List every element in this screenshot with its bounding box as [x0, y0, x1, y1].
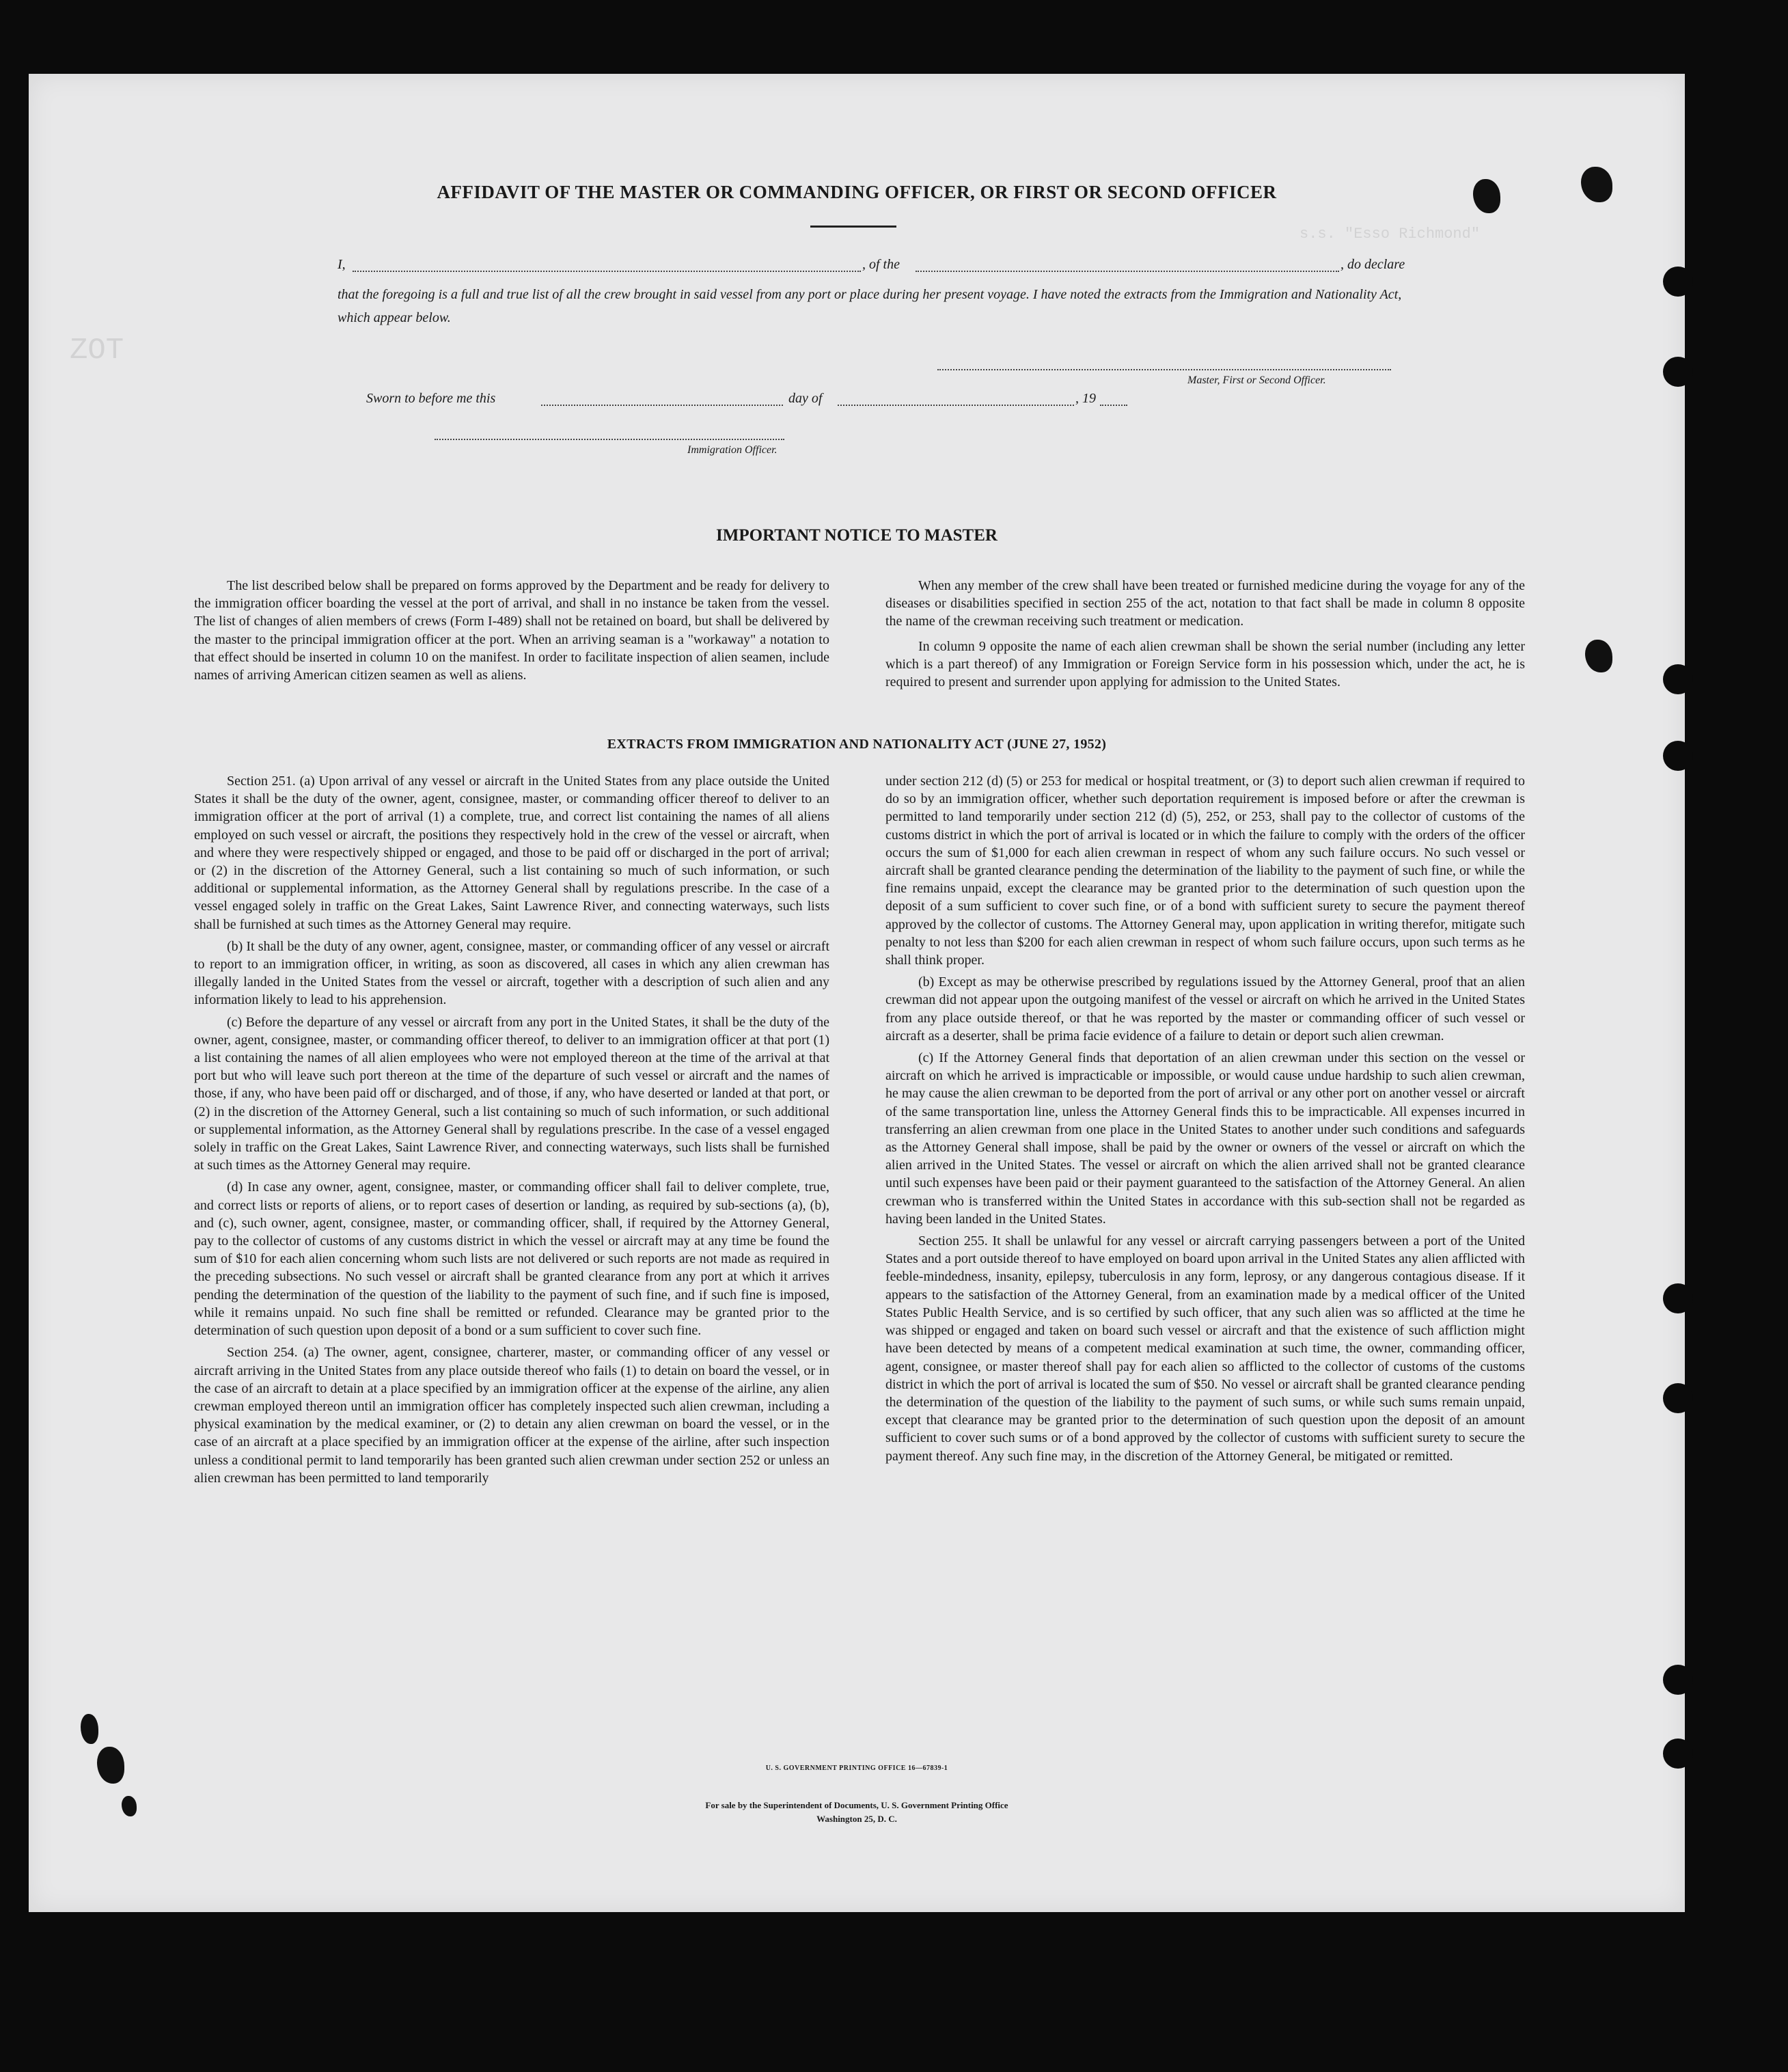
punch-hole [1663, 1383, 1693, 1413]
declare-of-label: , of the [862, 257, 900, 272]
punch-hole [1663, 664, 1693, 694]
sworn-line [366, 391, 1186, 411]
sworn-day-blank[interactable] [541, 405, 783, 406]
extracts-right-column [885, 772, 1525, 1469]
notice-paragraph: The list described below shall be prepared on forms approved by the Department and be ready for delivery to the immigration officer boarding the vessel at the port of arrival, and shall in no instance be taken from the vessel. The list of changes of alien members of crews (Form I-489) shall not be retained on board, but shall be delivered by the master to the principal immigration officer at the port. When an arriving seaman is a "workaway" a notation to that effect should be inserted in column 10 on the manifest. In order to facilitate inspection of alien seamen, include names of arriving American citizen seamen as well as aliens. [194, 578, 829, 683]
punch-hole [1663, 357, 1693, 387]
notice-left-column [194, 577, 829, 688]
punch-hole [1663, 1665, 1693, 1695]
act-section-paragraph: Section 251. (a) Upon arrival of any vessel or aircraft in the United States from any place outside the United States it shall be the duty of the owner, agent, consignee, master, or commanding officer thereof to deliver to an immigration officer at the port of arrival (1) a complete, true, and correct list containing the names of all aliens employed on such vessel or aircraft, the positions they respectively hold in the crew of the vessel or aircraft, when and where they were respectively shipped or engaged, and those to be paid off or discharged in the port of arrival; or (2) in the discretion of the Attorney General, such a list containing so much of such information, or such additional or supplemental information, as the Attorney General shall by regulations prescribe. In the case of a vessel engaged solely in traffic on the Great Lakes, Saint Lawrence River, and connecting waterways, such lists shall be furnished at such times as the Attorney General may require. [194, 774, 829, 932]
sale-notice-line: For sale by the Superintendent of Documents, U. S. Government Printing Office [705, 1800, 1008, 1810]
ink-blot [81, 1714, 98, 1744]
act-section-paragraph: (b) Except as may be otherwise prescribed by regulations issued by the Attorney General, proof that an alien crewman did not appear upon the outgoing manifest of the vessel or aircraft on which he arrived in the United States from any place outside thereof, or that he was reported by the master or commanding officer of such vessel or aircraft as a deserter, shall be prima facie evidence of a failure to detain or deport such alien crewman. [885, 974, 1525, 1044]
act-section-paragraph: (c) If the Attorney General finds that deportation of an alien crewman under this section on the vessel or aircraft on which he arrived is impracticable or impossible, or would cause undue hardship to such alien crewman, he may cause the alien crewman to be deported from the port of arrival or any other port on another vessel or aircraft of the same transportation line, unless the Attorney General finds this to be impracticable. All expenses incurred in transferring an alien crewman from one place in the United States to another under such conditions and safeguards as the Attorney General shall impose, shall be paid by the owner or owners of the vessel or aircraft on which the alien arrived in the United States. The vessel or aircraft on which the alien arrived shall not be granted clearance until such expenses have been paid or their payment guaranteed to the satisfaction of the Attorney General. An alien crewman who is transferred within the United States in accordance with this sub-section shall not be regarded as having been landed in the United States. [885, 1050, 1525, 1227]
punch-hole [1663, 1283, 1693, 1313]
immigration-officer-caption: Immigration Officer. [687, 444, 778, 456]
vessel-blank[interactable] [916, 271, 1339, 272]
act-section-paragraph: Section 254. (a) The owner, agent, consignee, charterer, master, or commanding officer of any vessel or aircraft arriving in the United States from any place outside thereof who fails (1) to detain on board the vessel, or in the case of an aircraft to detain at a place specified by an immigration officer at the expense of the airline, any alien crewman employed thereon until an immigration officer has completely inspected such alien crewman, including a physical examination by the medical examiner, or (2) to detain any alien crewman on board the vessel, or in the case of an aircraft at a place specified by an immigration officer at the expense of the airline, after such inspection unless a conditional permit to land temporarily has been granted such alien crewman under section 252 or unless an alien crewman has been permitted to land temporarily [194, 1345, 829, 1486]
notice-paragraph: When any member of the crew shall have been treated or furnished medicine during the voyage for any of the diseases or disabilities specified in section 255 of the act, notation to that fact shall be made in column 8 opposite the name of the crewman receiving such treatment or medication. [885, 578, 1525, 629]
affidavit-title: AFFIDAVIT OF THE MASTER OR COMMANDING OFFICER, OR FIRST OR SECOND OFFICER [437, 182, 1277, 202]
act-section-paragraph: (b) It shall be the duty of any owner, agent, consignee, master, or commanding officer of any vessel or aircraft to report to an immigration officer, in writing, as soon as discovered, all cases in which any alien crewman has illegally landed in the United States from the vessel or aircraft, together with a description of such alien and any information likely to lead to his apprehension. [194, 938, 829, 1008]
punch-hole [1663, 267, 1693, 297]
sale-notice [29, 1799, 1685, 1826]
sale-notice-line: Washington 25, D. C. [816, 1814, 897, 1824]
immigration-officer-signature-line[interactable] [435, 439, 784, 440]
declaration-text: that the foregoing is a full and true list of all the crew brought in said vessel from any port or place during her present voyage. I have noted the extracts from the Immigration and Nationality Act, which appear below. [338, 287, 1402, 325]
sworn-month-blank[interactable] [838, 405, 1074, 406]
act-section-paragraph: Section 255. It shall be unlawful for any vessel or aircraft carrying passengers between a port of the United States and a port outside thereof to have employed on board upon arrival in the United States any alien afflicted with feeble-mindedness, insanity, epilepsy, tuberculosis in any form, leprosy, or any dangerous contagious disease. If it appears to the satisfaction of the Attorney General, from an examination made by a medical officer of the United States Public Health Service, and is so certified by such officer, that any such alien was so afflicted at the time he was shipped or engaged and taken on board such vessel or aircraft and that the existence of such affliction might have been detected by means of a competent medical examination at such time, the owner, commanding officer, agent, consignee, or master thereof shall pay for each alien so afflicted to the collector of customs of the customs district in which the port of arrival is located the sum of $50. No vessel or aircraft shall be granted clearance pending the determination of the question of the liability to the payment of such sums, or while such sums remain unpaid, except that clearance may be granted prior to the determination of such question upon the deposit of an amount sufficient to cover such sums or of a bond approved by the collector of customs with sufficient surety to secure the payment thereof. Any such fine may, in the discretion of the Attorney General, be mitigated or remitted. [885, 1233, 1525, 1464]
document-page [29, 74, 1685, 1912]
act-section-paragraph: (d) In case any owner, agent, consignee, master, or commanding officer shall fail to deliver complete, true, and correct lists or reports of aliens, or to report cases of desertion or landing, as required by sub-sections (a), (b), and (c), such owner, agent, consignee, master, or commanding officer, shall, if required by the Attorney General, pay to the collector of customs of any customs district in which the vessel or aircraft may at any time be found the sum of $10 for each alien concerning whom such lists are not delivered or such reports are not made as required in the preceding subsections. No such vessel or aircraft shall be granted clearance from any port at which it arrives pending the determination of the question of the liability to the payment of such fine, and if such fine is imposed, while it remains unpaid. No such fine shall be remitted or refunded. Clearance may be granted prior to the determination of such question upon deposit of a bond or a sum sufficient to cover such fine. [194, 1180, 829, 1339]
extracts-heading: EXTRACTS FROM IMMIGRATION AND NATIONALITY ACT (JUNE 27, 1952) [607, 737, 1107, 752]
ink-blot [1585, 640, 1612, 672]
declaration-line [338, 257, 1424, 277]
act-section-paragraph: (c) Before the departure of any vessel or aircraft from any port in the United States, it shall be the duty of the owner, agent, consignee, master, or commanding officer thereof, to deliver to an immigration officer at that port (1) a list containing the names of all alien employees who were not employed thereon at the time of the arrival at that port but who will leave such port thereon at the time of the departure of such vessel or aircraft and the names of those, if any, who have been paid off or discharged, and of those, if any, who have deserted or landed at that port, or (2) in the discretion of the Attorney General, such a list containing so much of such information, or such additional or supplemental information, as the Attorney General shall by regulations prescribe. In the case of a vessel engaged solely in traffic on the Great Lakes, Saint Lawrence River, and connecting waterways, such lists shall be furnished at such times as the Attorney General may require. [194, 1014, 829, 1173]
name-blank[interactable] [353, 271, 861, 272]
year-label: , 19 [1075, 391, 1096, 406]
notice-right-column [885, 577, 1525, 695]
master-signature-line[interactable] [937, 369, 1391, 370]
extracts-left-column [194, 772, 829, 1491]
act-section-paragraph: under section 212 (d) (5) or 253 for medical or hospital treatment, or (3) to deport such alien crewman if required to do so by an immigration officer, whether such deportation requirement is imposed before or after the crewman is permitted to land temporarily under section 212 (d) (5), 252, or 253, shall pay to the collector of customs of the customs district in which the port of arrival is located or in which the failure to comply with the orders of the officer occurs the sum of $1,000 for each alien crewman in respect of whom any such failure occurs. No such vessel or aircraft shall be granted clearance pending the determination of the liability to the payment of such fine, or while the fine remains unpaid, except the clearance may be granted prior to the determination of such question upon the deposit of a sum sufficient to cover such fine, or of a bond with sufficient surety to secure the payment thereof approved by the collector of customs. The Attorney General may, upon application in writing therefor, mitigate such penalty to not less than $200 for each alien crewman in respect of whom such failure occurs, upon such terms as he shall think proper. [885, 774, 1525, 968]
sworn-label: Sworn to before me this [366, 391, 496, 406]
notice-heading: IMPORTANT NOTICE TO MASTER [716, 526, 998, 545]
declare-do-declare-label: , do declare [1340, 257, 1405, 272]
title-underline [810, 226, 896, 228]
notice-paragraph: In column 9 opposite the name of each alien crewman shall be shown the serial number (including any letter which is a part thereof) of any Immigration or Foreign Service form in his possession which, under the act, he is required to present and surrender upon applying for admission to the United States. [885, 638, 1525, 690]
master-signature-caption: Master, First or Second Officer. [1187, 374, 1326, 386]
declare-i-label: I, [338, 257, 346, 272]
day-of-label: day of [788, 391, 823, 406]
sworn-year-blank[interactable] [1100, 405, 1127, 406]
printing-office-line: U. S. GOVERNMENT PRINTING OFFICE 16—67839-1 [765, 1764, 948, 1772]
bleed-through-text: ZOT [70, 333, 124, 368]
bleed-through-text: s.s. "Esso Richmond" [1299, 226, 1481, 243]
